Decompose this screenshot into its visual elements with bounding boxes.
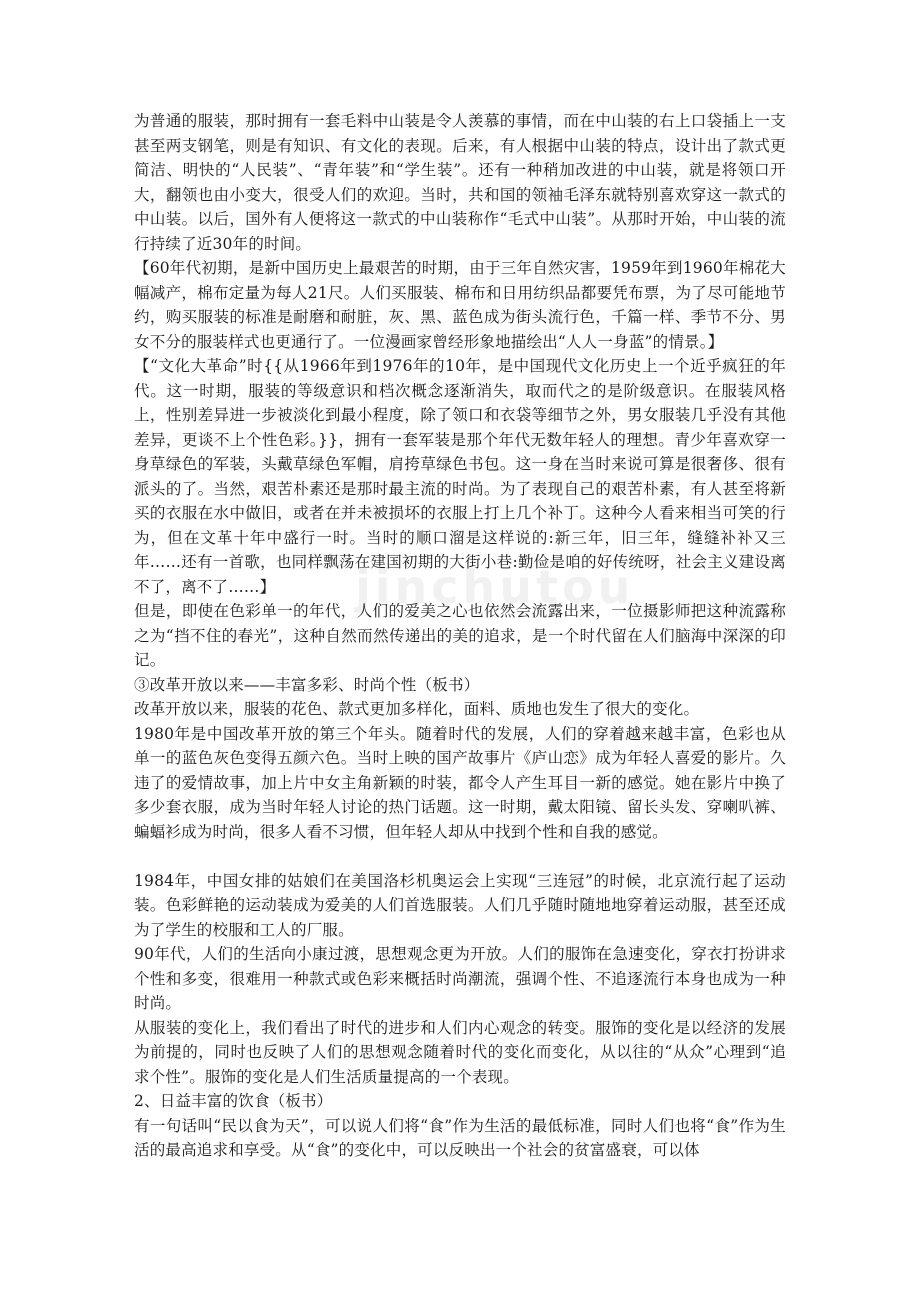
paragraph-1984: 1984年，中国女排的姑娘们在美国洛杉机奥运会上实现“三连冠”的时候，北京流行起了运动装。色彩鲜艳的运动装成为爱美的人们首选服装。人们几乎随时随地地穿着运动服，甚至还成为了学生的校服和工人的厂服。 <box>134 871 786 939</box>
blank-line <box>134 844 786 869</box>
paragraph-love-of-beauty: 但是，即使在色彩单一的年代，人们的爱美之心也依然会流露出来，一位摄影师把这种流露称之为“挡不住的春光”，这种自然而然传递出的美的追求，是一个时代留在人们脑海中深深的印记。 <box>134 602 786 669</box>
paragraph-cultural-revolution: 【“文化大革命”时{{从1966年到1976年的10年，是中国现代文化历史上一个近乎疯狂的年代。这一时期，服装的等级意识和档次概念逐渐消失，取而代之的是阶级意识。在服装风格上，性别差异进一步被淡化到最小程度，除了领口和衣袋等细节之外，男女服装几乎没有其他差异，更谈不上个性色彩。}}，拥有一套军装是那个年代无数年轻人的理想。青少年喜欢穿一身草绿色的军装，头戴草绿色军帽，肩挎草绿色书包。这一身在当时来说可算是很奢侈、很有派头的了。当然，艰苦朴素还是那时最主流的时尚。为了表现自己的艰苦朴素，有人甚至将新买的衣服在水中做旧，或者在并未被损坏的衣服上打上几个补丁。这种今人看来相当可笑的行为，但在文革十年中盛行一时。当时的顺口溜是这样说的:新三年，旧三年，缝缝补补又三年……还有一首歌，也同样飘荡在建国初期的大街小巷:勤俭是咱的好传统呀，社会主义建设离不了，离不了……】 <box>134 357 786 596</box>
paragraph-1990s: 90年代，人们的生活向小康过渡，思想观念更为开放。人们的服饰在急速变化，穿衣打扮讲求个性和多变，很难用一种款式或色彩来概括时尚潮流，强调个性、不追逐流行本身也成为一种时尚。 <box>134 945 786 1012</box>
paragraph-reform-intro: 改革开放以来，服装的花色、款式更加多样化，面料、质地也发生了很大的变化。 <box>134 700 700 718</box>
paragraph-1960s: 【60年代初期，是新中国历史上最艰苦的时期，由于三年自然灾害，1959年到1960年棉花大幅减产，棉布定量为每人21尺。人们买服装、棉布和日用纺织品都要凭布票，为了尽可能地节约，购买服装的标准是耐磨和耐脏，灰、黑、蓝色成为街头流行色，千篇一样、季节不分、男女不分的服装样式也更通行了。一位漫画家曾经形象地描绘出“人人一身蓝”的情景。】 <box>134 259 786 351</box>
document-body <box>134 109 786 1163</box>
paragraph-food-intro: 有一句话叫“民以食为天”，可以说人们将“食”作为生活的最低标准，同时人们也将“食”作为生活的最高追求和享受。从“食”的变化中，可以反映出一个社会的贫富盛衰，可以体 <box>134 1116 786 1159</box>
paragraph-conclusion: 从服装的变化上，我们看出了时代的进步和人们内心观念的转变。服饰的变化是以经济的发展为前提的，同时也反映了人们的思想观念随着时代的变化而变化，从以往的“从众”心理到“追求个性”。服饰的变化是人们生活质量提高的一个表现。 <box>134 1018 786 1086</box>
paragraph-zhongshan-suit: 为普通的服装，那时拥有一套毛料中山装是令人羡慕的事情，而在中山装的右上口袋插上一支甚至两支钢笔，则是有知识、有文化的表现。后来，有人根据中山装的特点，设计出了款式更简洁、明快的“人民装”、“青年装”和“学生装”。还有一种稍加改进的中山装，就是将领口开大，翻领也由小变大，很受人们的欢迎。当时，共和国的领袖毛泽东就特别喜欢穿这一款式的中山装。以后，国外有人便将这一款式的中山装称作“毛式中山装”。从那时开始，中山装的流行持续了近30年的时间。 <box>134 112 786 253</box>
watermark: jinchutou <box>355 560 635 614</box>
section-heading-food: 2、日益丰富的饮食（板书） <box>134 1092 333 1110</box>
section-heading-reform: ③改革开放以来——丰富多彩、时尚个性（板书） <box>134 675 480 694</box>
paragraph-1980: 1980年是中国改革开放的第三个年头。随着时代的发展，人们的穿着越来越丰富，色彩也从单一的蓝色灰色变得五颜六色。当时上映的国产故事片《庐山恋》成为年轻人喜爱的影片。久违了的爱情故事，加上片中女主角新颖的时装，都令人产生耳目一新的感觉。她在影片中换了多少套衣服，成为当时年轻人讨论的热门话题。这一时期，戴太阳镜、留长头发、穿喇叭裤、蝙蝠衫成为时尚，很多人看不习惯，但年轻人却从中找到个性和自我的感觉。 <box>134 724 786 841</box>
